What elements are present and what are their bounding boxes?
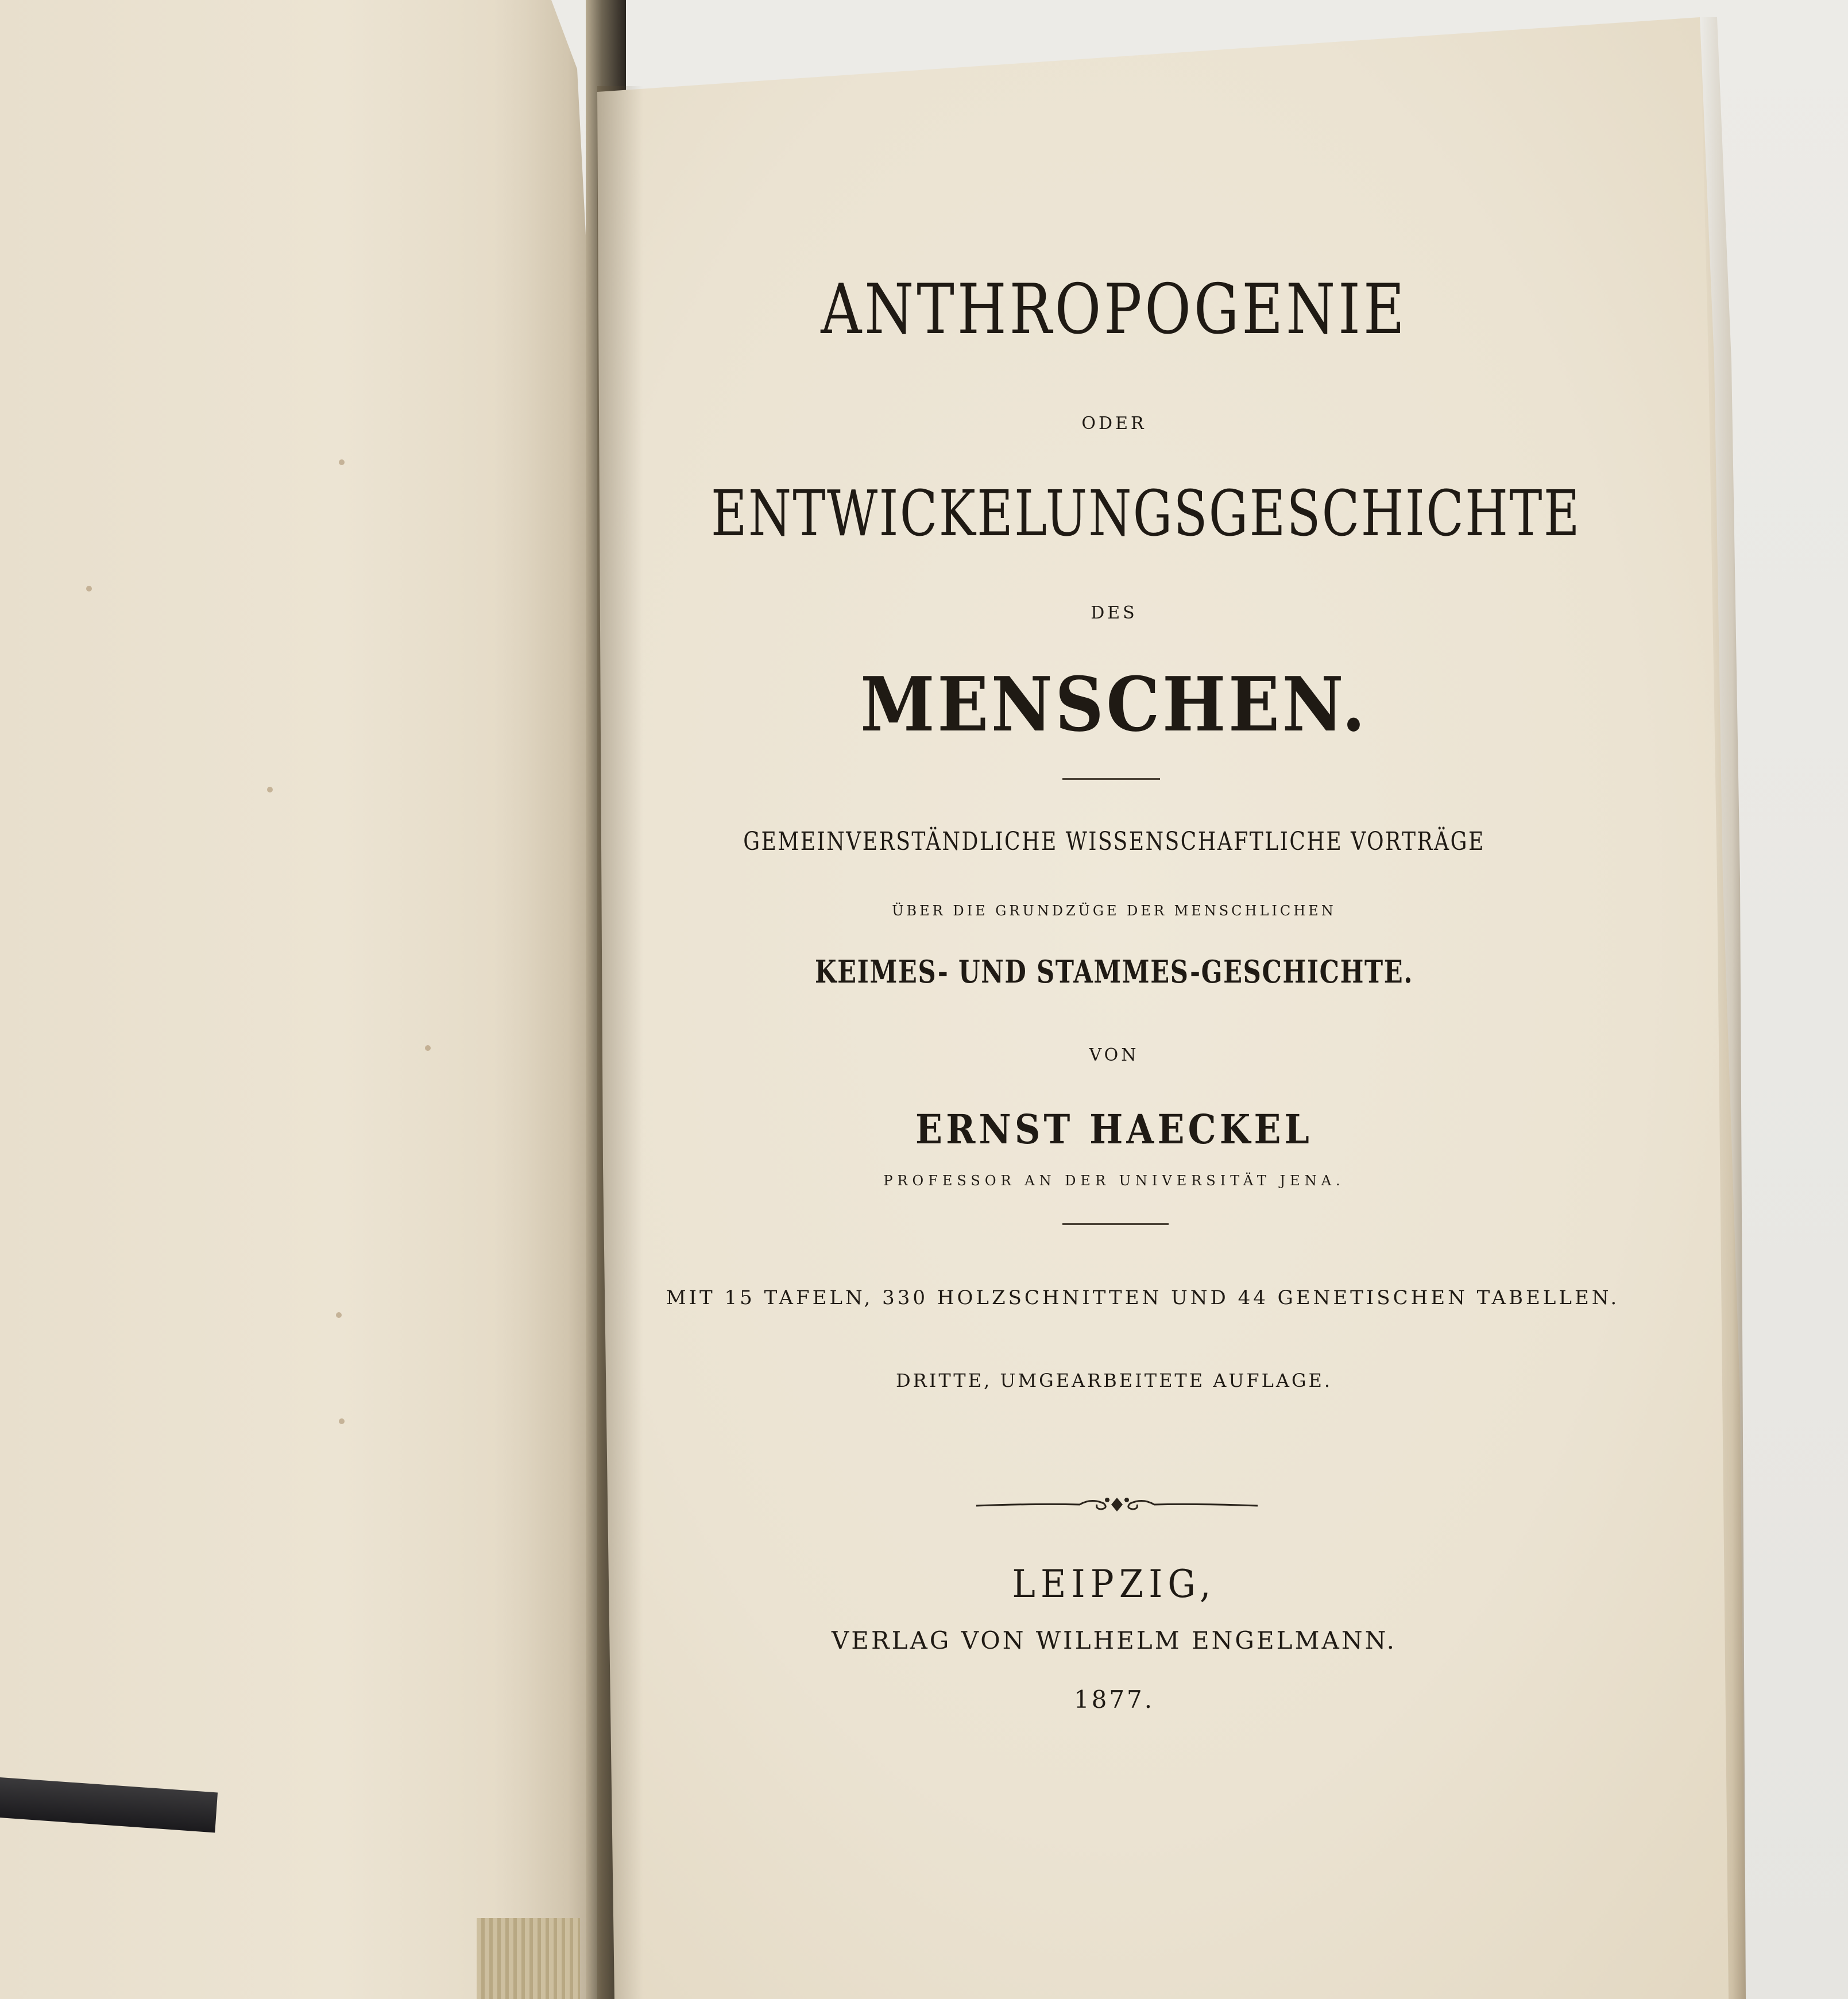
by-label: VON: [1089, 1045, 1139, 1065]
description-line: GEMEINVERSTÄNDLICHE WISSENSCHAFTLICHE VORTRÄGE: [743, 827, 1485, 856]
page-gutter-shadow: [597, 86, 643, 1999]
description-topic: KEIMES- UND STAMMES-GESCHICHTE.: [815, 953, 1413, 990]
foxing-spot: [336, 1312, 342, 1318]
connector-oder: ODER: [1081, 413, 1147, 434]
foxing-spot: [86, 586, 92, 591]
author-name: ERNST HAECKEL: [915, 1105, 1313, 1153]
book-subtitle: ENTWICKELUNGSGESCHICHTE: [711, 477, 1581, 550]
publication-year: 1877.: [1073, 1685, 1155, 1714]
edition-note: DRITTE, UMGEARBEITETE AUFLAGE.: [895, 1370, 1333, 1391]
publisher: VERLAG VON WILHELM ENGELMANN.: [831, 1626, 1397, 1654]
flourish-icon: [971, 1487, 1263, 1522]
book-title: ANTHROPOGENIE: [821, 270, 1408, 350]
foxing-spot: [339, 459, 345, 465]
foxing-spot: [267, 787, 273, 792]
connector-des: DES: [1091, 603, 1138, 623]
book-subject: MENSCHEN.: [860, 660, 1368, 748]
headband: [477, 1918, 580, 1999]
divider-rule: [1062, 778, 1160, 780]
illustrations-note: MIT 15 TAFELN, 330 HOLZSCHNITTEN UND 44 GENETISCHEN TABELLEN.: [666, 1286, 1620, 1309]
author-title: PROFESSOR AN DER UNIVERSITÄT JENA.: [883, 1173, 1345, 1189]
foxing-spot: [425, 1045, 431, 1051]
foxing-spot: [339, 1418, 345, 1424]
description-sub-line: ÜBER DIE GRUNDZÜGE DER MENSCHLICHEN: [892, 903, 1336, 919]
divider-rule: [1062, 1223, 1169, 1225]
publication-city: LEIPZIG,: [1012, 1562, 1216, 1606]
